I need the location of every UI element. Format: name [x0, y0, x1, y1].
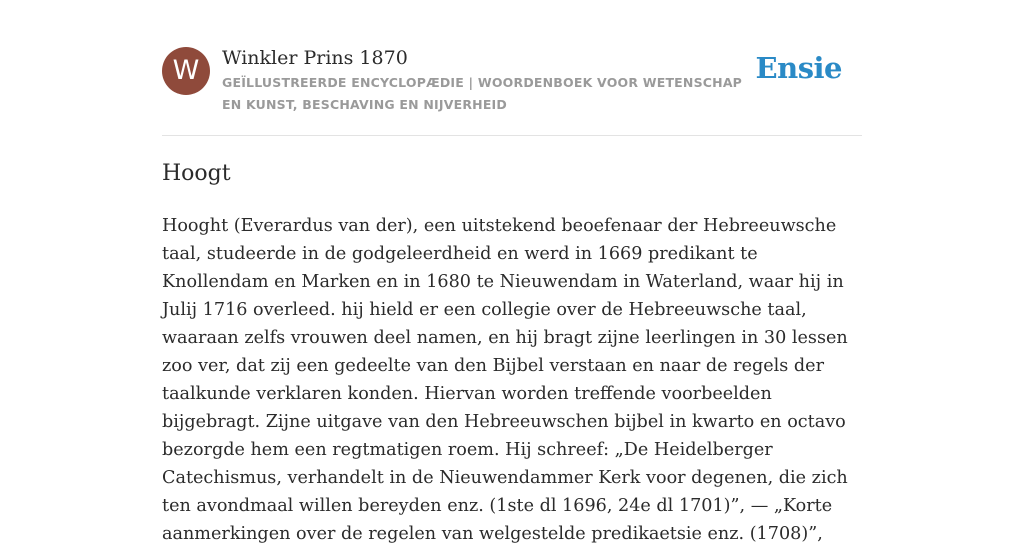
- publication-subtitle: GEÏLLUSTREERDE ENCYCLOPÆDIE | WOORDENBOEK VOOR WETENSCHAP EN KUNST, BESCHAVING EN NIJVERHEID: [222, 75, 743, 112]
- entry-title: Hoogt: [162, 161, 231, 186]
- publication-title[interactable]: Winkler Prins 1870: [222, 47, 408, 69]
- avatar[interactable]: W: [162, 47, 210, 95]
- site-header: [162, 46, 862, 116]
- entry-body: Hooght (Everardus van der), een uitstekend beoefenaar der Hebreeuwsche taal, studeerde in de godgeleerdheid en werd in 1669 predikant te Knollendam en Marken en in 1680 te Nieuwendam in Waterland, waar hij in Julij 1716 overleed. hij hield er een collegie over de Hebreeuwsche taal, waaraan zelfs vrouwen deel namen, en hij bragt zijne leerlingen in 30 lessen zoo ver, dat zij een gedeelte van den Bijbel verstaan en naar de regels der taalkunde verklaren konden. Hiervan worden treffende voorbeelden bijgebragt. Zijne uitgave van den Hebreeuwschen bijbel in kwarto en octavo bezorgde hem een regtmatigen roem. Hij schreef: „De Heidelberger Catechismus, verhandelt in de Nieuwendammer Kerk voor degenen, die zich ten avondmaal willen bereyden enz. (1ste dl 1696, 24e dl 1701)”, — „Korte aanmerkingen over de regelen van welgestelde predikaetsie enz. (1708)”,: [162, 216, 848, 544]
- ensie-logo[interactable]: Ensie: [755, 51, 842, 85]
- header-divider: [162, 135, 862, 136]
